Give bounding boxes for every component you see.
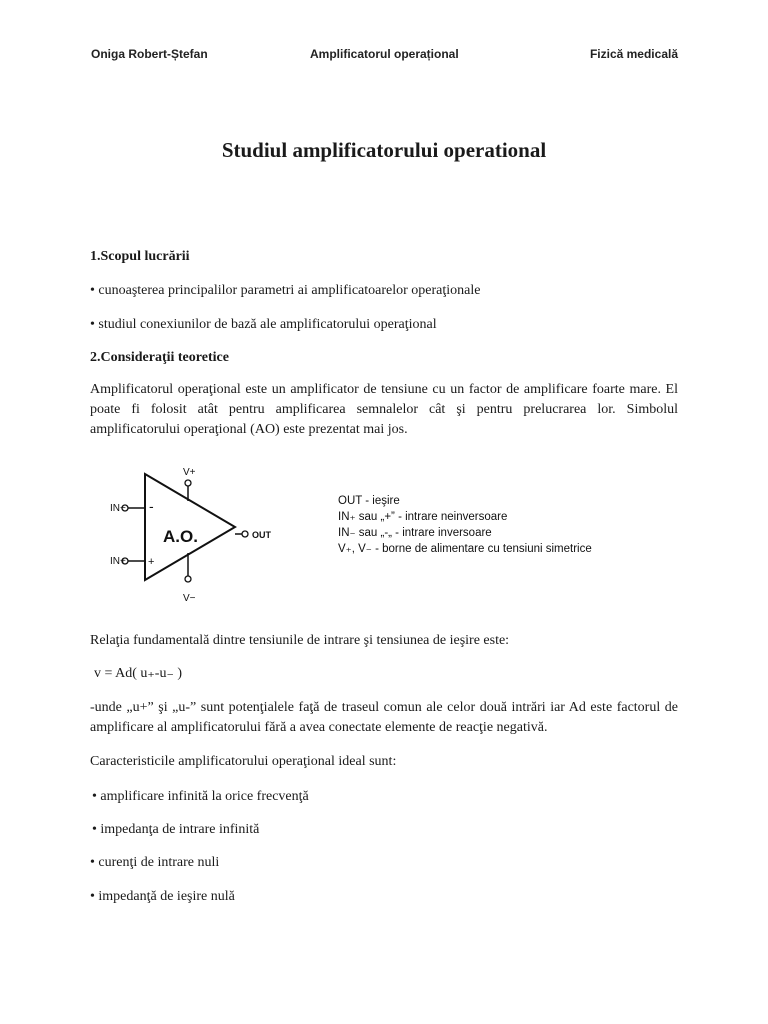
minus-sign: - — [149, 498, 154, 514]
in-plus-label: IN+ — [110, 556, 126, 567]
out-label: OUT — [252, 530, 271, 540]
section1-bullet-2: • studiul conexiunilor de bază ale amplificatorului operaţional — [90, 317, 437, 332]
ideal-bullet-4: • impedanţă de ieşire nulă — [90, 889, 235, 904]
explanation-paragraph: -unde „u+” şi „u-” sunt potenţialele faţă de traseul comun ale celor două intrări iar Ad este factorul de amplificare al amplificatorului fără a avea conectate elemente de reacţie negativă. — [90, 700, 678, 735]
vminus-label: V− — [183, 593, 196, 604]
legend-line-1: OUT - ieşire — [338, 495, 400, 507]
section2-intro: Amplificatorul operaţional este un amplificator de tensiune cu un factor de amplificare foarte mare. El poate fi folosit atât pentru amplificarea semnalelor cât şi pentru prelucrarea lor. Simbolul amplificatorului operaţional (AO) este prezentat mai jos. — [90, 382, 678, 437]
header-subject: Fizică medicală — [589, 47, 678, 61]
legend-line-2: IN₊ sau „+” - intrare neinversoare — [338, 511, 508, 523]
in-minus-label: IN− — [110, 503, 126, 514]
center-label: A.O. — [163, 527, 198, 546]
formula: v = Ad( u₊-u₋ ) — [94, 666, 182, 681]
vplus-terminal — [185, 480, 191, 486]
plus-sign: + — [148, 556, 155, 568]
ideal-bullet-2: • impedanţa de intrare infinită — [92, 822, 260, 837]
op-amp-diagram — [100, 462, 620, 612]
legend-line-4: V₊, V₋ - borne de alimentare cu tensiuni simetrice — [338, 543, 592, 555]
vplus-label: V+ — [183, 467, 196, 478]
page-title: Studiul amplificatorului operational — [221, 138, 547, 162]
ideal-bullet-3: • curenţi de intrare nuli — [90, 855, 220, 870]
ideal-bullet-1: • amplificare infinită la orice frecvenţă — [92, 789, 309, 804]
header-author: Oniga Robert-Ștefan — [91, 47, 208, 61]
ideal-title: Caracteristicile amplificatorului operaţional ideal sunt: — [90, 754, 397, 769]
relation-text: Relaţia fundamentală dintre tensiunile de intrare şi tensiunea de ieşire este: — [90, 633, 510, 648]
vminus-terminal — [185, 576, 191, 582]
section2-heading: 2.Consideraţii teoretice — [90, 350, 229, 365]
out-terminal — [242, 531, 248, 537]
legend-line-3: IN₋ sau „-„ - intrare inversoare — [338, 527, 492, 539]
header-topic: Amplificatorul operațional — [310, 47, 459, 61]
section1-bullet-1: • cunoaşterea principalilor parametri ai amplificatoarelor operaţionale — [90, 283, 481, 298]
section1-heading: 1.Scopul lucrării — [90, 249, 190, 264]
